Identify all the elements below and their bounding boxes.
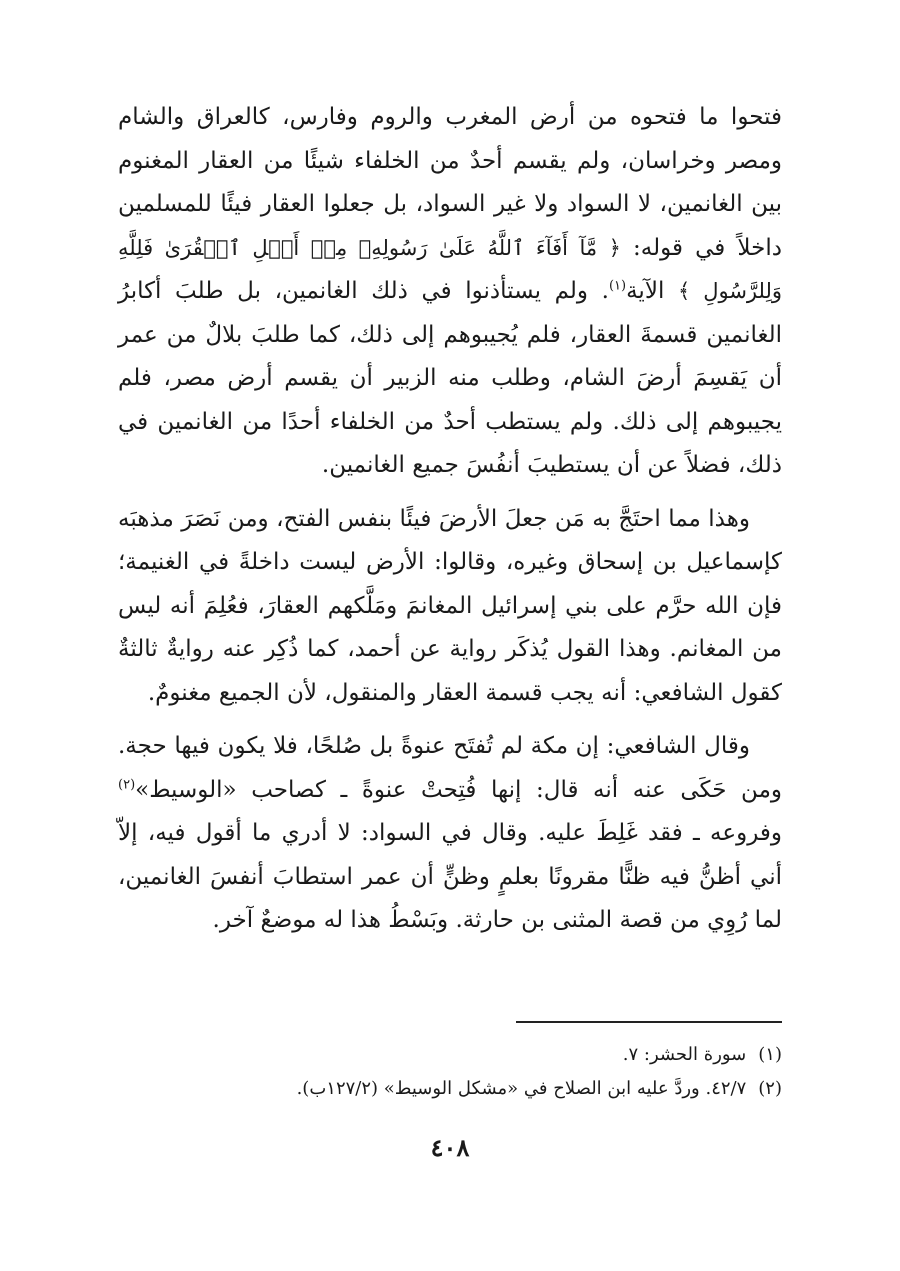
footnote-marker-2: (٢) (118, 776, 136, 792)
paragraph-1-text-start: فتحوا ما فتحوه من أرض المغرب والروم وفارس، كالعراق والشام ومصر وخراسان، ولم يقسم أحدٌ من الخلفاء شيئًا من العقار المغنوم بين الغانمين، لا السواد ولا غير السواد، بل جعلوا العقار فيئًا للمسلمين داخلاً في قوله: (118, 104, 782, 261)
footnotes (118, 1038, 782, 1106)
footnote-separator (516, 1021, 782, 1023)
page-number: ٤٠٨ (430, 1133, 470, 1162)
paragraph-3-text-start: وقال الشافعي: إن مكة لم تُفتَح عنوةً بل صُلحًا، فلا يكون فيها حجة. ومن حَكَى عنه أنه قال: إنها فُتِحتْ عنوةً ـ كصاحب «الوسيط» (118, 733, 782, 803)
footnote-1 (118, 1038, 782, 1072)
paragraph-3 (118, 725, 782, 943)
footnote-1-text: سورة الحشر: ٧. (622, 1044, 747, 1065)
paragraph-2-text: وهذا مما احتَجَّ به مَن جعلَ الأرضَ فيئًا بنفس الفتح، ومن نَصَرَ مذهبَه كإسماعيل بن إسحاق وغيره، وقالوا: الأرض ليست داخلةً في الغنيمة؛ فإن الله حرَّم على بني إسرائيل المغانمَ ومَلَّكهم العقارَ، فعُلِمَ أنه ليس من المغانم. وهذا القول يُذكَر رواية عن أحمد، كما ذُكِر عنه روايةٌ ثالثةٌ كقول الشافعي: أنه يجب قسمة العقار والمنقول، لأن الجميع مغنومٌ. (118, 505, 782, 706)
footnote-1-number: (١) (758, 1044, 782, 1065)
paragraph-2 (118, 498, 782, 716)
footnote-marker-1: (١) (608, 278, 627, 294)
footnote-2-number: (٢) (758, 1078, 782, 1099)
paragraph-3-text-end: وفروعه ـ فقد غَلِطَ عليه. وقال في السواد: لا أدري ما أقول فيه، إلاّ أني أظنُّ فيه ظنًّا مقرونًا بعلمٍ وظنٍّ أن عمر استطابَ أنفسَ الغانمين، لما رُوِي من قصة المثنى بن حارثة. وبَسْطُ هذا له موضعٌ آخر. (118, 820, 782, 933)
footnote-2 (118, 1072, 782, 1106)
paragraph-1-text-aya: الآية (626, 278, 678, 304)
footnote-2-text: ٤٢/٧. وردَّ عليه ابن الصلاح في «مشكل الوسيط» (١٢٧/٢ب). (296, 1078, 747, 1099)
quran-verse: ﴿ مَّآ أَفَآءَ ٱللَّهُ عَلَىٰ رَسُولِهِۦ مِنۡ أَهۡلِ ٱلۡقُرَىٰ فَلِلَّهِ وَلِلرَّسُولِ ﴾ (118, 235, 782, 303)
paragraph-1-text-end: . ولم يستأذنوا في ذلك الغانمين، بل طلبَ أكابرُ الغانمين قسمةَ العقار، فلم يُجيبوهم إلى ذلك، كما طلبَ بلالٌ من عمر أن يَقسِمَ أرضَ الشام، وطلب منه الزبير أن يقسم أرض مصر، فلم يجيبوهم إلى ذلك. ولم يستطب أحدٌ من الخلفاء أحدًا من الغانمين في ذلك، فضلاً عن أن يستطيبَ أنفُسَ جميع الغانمين. (118, 278, 782, 478)
paragraph-1 (118, 96, 782, 488)
main-text (118, 96, 782, 943)
